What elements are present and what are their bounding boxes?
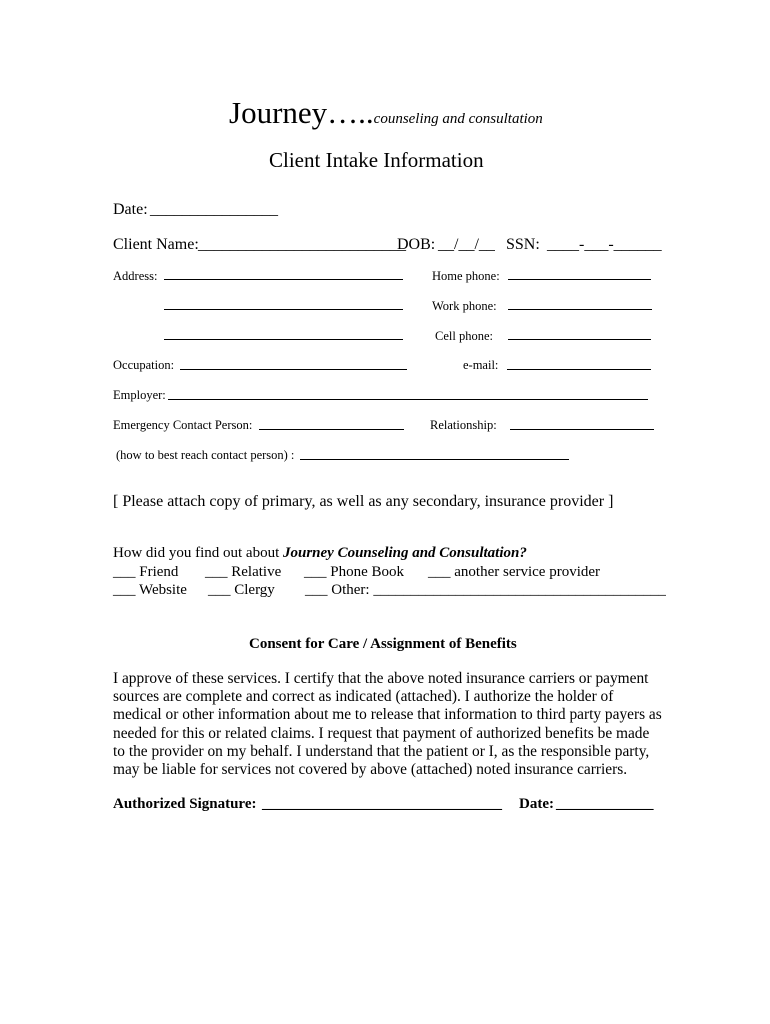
signature-date-field[interactable]: _____________: [556, 796, 654, 812]
client-name-field[interactable]: __________________________: [198, 236, 406, 253]
client-name-label: Client Name:: [113, 236, 199, 253]
reach-contact-field[interactable]: [300, 459, 569, 460]
option-label: Other:: [331, 582, 370, 598]
option-label: Clergy: [234, 582, 275, 598]
option-relative[interactable]: [205, 565, 281, 580]
email-label: e-mail:: [463, 358, 499, 372]
option-label: Website: [138, 582, 187, 598]
referral-question: [113, 546, 527, 561]
form-title: [229, 97, 543, 128]
other-field[interactable]: _______________________________________: [373, 582, 666, 598]
option-clergy[interactable]: [208, 583, 275, 598]
address-line-3[interactable]: [164, 339, 403, 340]
option-friend[interactable]: [113, 565, 178, 580]
option-blank[interactable]: ___: [305, 582, 328, 598]
consent-line: may be liable for services not covered by above (attached) noted insurance carriers.: [113, 761, 628, 779]
employer-label: Employer:: [113, 388, 166, 402]
home-phone-label: Home phone:: [432, 269, 500, 283]
option-blank[interactable]: ___: [208, 582, 231, 598]
option-website[interactable]: [113, 583, 187, 598]
option-label: Relative: [231, 564, 282, 580]
relationship-field[interactable]: [510, 429, 654, 430]
option-blank[interactable]: ___: [113, 582, 136, 598]
page-title: Client Intake Information: [269, 148, 484, 172]
dob-label: DOB:: [397, 236, 436, 253]
option-phone-book[interactable]: [304, 565, 404, 580]
ssn-field[interactable]: ____-___-______: [547, 236, 662, 253]
option-label: Friend: [139, 564, 179, 580]
referral-question-name: Journey Counseling and Consultation?: [283, 545, 527, 561]
option-label: another service provider: [454, 564, 601, 580]
option-service-provider[interactable]: [428, 565, 600, 580]
consent-line: to the provider on my behalf. I understand that the patient or I, as the responsible party,: [113, 742, 650, 760]
address-line-2[interactable]: [164, 309, 403, 310]
consent-line: I approve of these services. I certify that the above noted insurance carriers or payment: [113, 670, 649, 687]
cell-phone-field[interactable]: [508, 339, 651, 340]
address-label: Address:: [113, 269, 158, 283]
emergency-contact-field[interactable]: [259, 429, 404, 430]
brand-name: Journey…..: [229, 95, 374, 130]
consent-line: sources are complete and correct as indicated (attached). I authorize the holder of: [113, 688, 614, 706]
home-phone-field[interactable]: [508, 279, 651, 280]
ssn-label: SSN:: [506, 236, 540, 253]
dob-field[interactable]: __/__/__: [438, 236, 495, 253]
address-line-1[interactable]: [164, 279, 403, 280]
consent-heading: Consent for Care / Assignment of Benefits: [249, 636, 517, 652]
option-blank[interactable]: ___: [304, 564, 327, 580]
signature-field[interactable]: ________________________________: [262, 796, 502, 812]
option-blank[interactable]: ___: [428, 564, 451, 580]
emergency-contact-label: Emergency Contact Person:: [113, 418, 253, 432]
occupation-label: Occupation:: [113, 358, 175, 372]
option-blank[interactable]: ___: [205, 564, 228, 580]
insurance-note: [ Please attach copy of primary, as well as any secondary, insurance provider ]: [113, 493, 614, 510]
consent-line: needed for this or related claims. I request that payment of authorized benefits be made: [113, 724, 650, 742]
option-blank[interactable]: ___: [113, 564, 136, 580]
referral-question-prefix: How did you find out about: [113, 545, 283, 561]
option-label: Phone Book: [330, 564, 405, 580]
consent-line: medical or other information about me to release that information to third party payers as: [113, 706, 662, 724]
signature-date-label: Date:: [519, 796, 554, 812]
occupation-field[interactable]: [180, 369, 407, 370]
option-other[interactable]: [305, 583, 666, 598]
signature-label: Authorized Signature:: [113, 796, 257, 812]
employer-field[interactable]: [168, 399, 648, 400]
brand-tagline: counseling and consultation: [373, 111, 543, 127]
consent-paragraph: [113, 670, 662, 779]
work-phone-field[interactable]: [508, 309, 652, 310]
cell-phone-label: Cell phone:: [435, 329, 493, 343]
relationship-label: Relationship:: [430, 418, 497, 432]
date-field[interactable]: ________________: [150, 201, 278, 218]
date-label: Date:: [113, 201, 148, 218]
work-phone-label: Work phone:: [432, 299, 497, 313]
email-field[interactable]: [507, 369, 651, 370]
reach-contact-label: (how to best reach contact person) :: [116, 448, 295, 462]
